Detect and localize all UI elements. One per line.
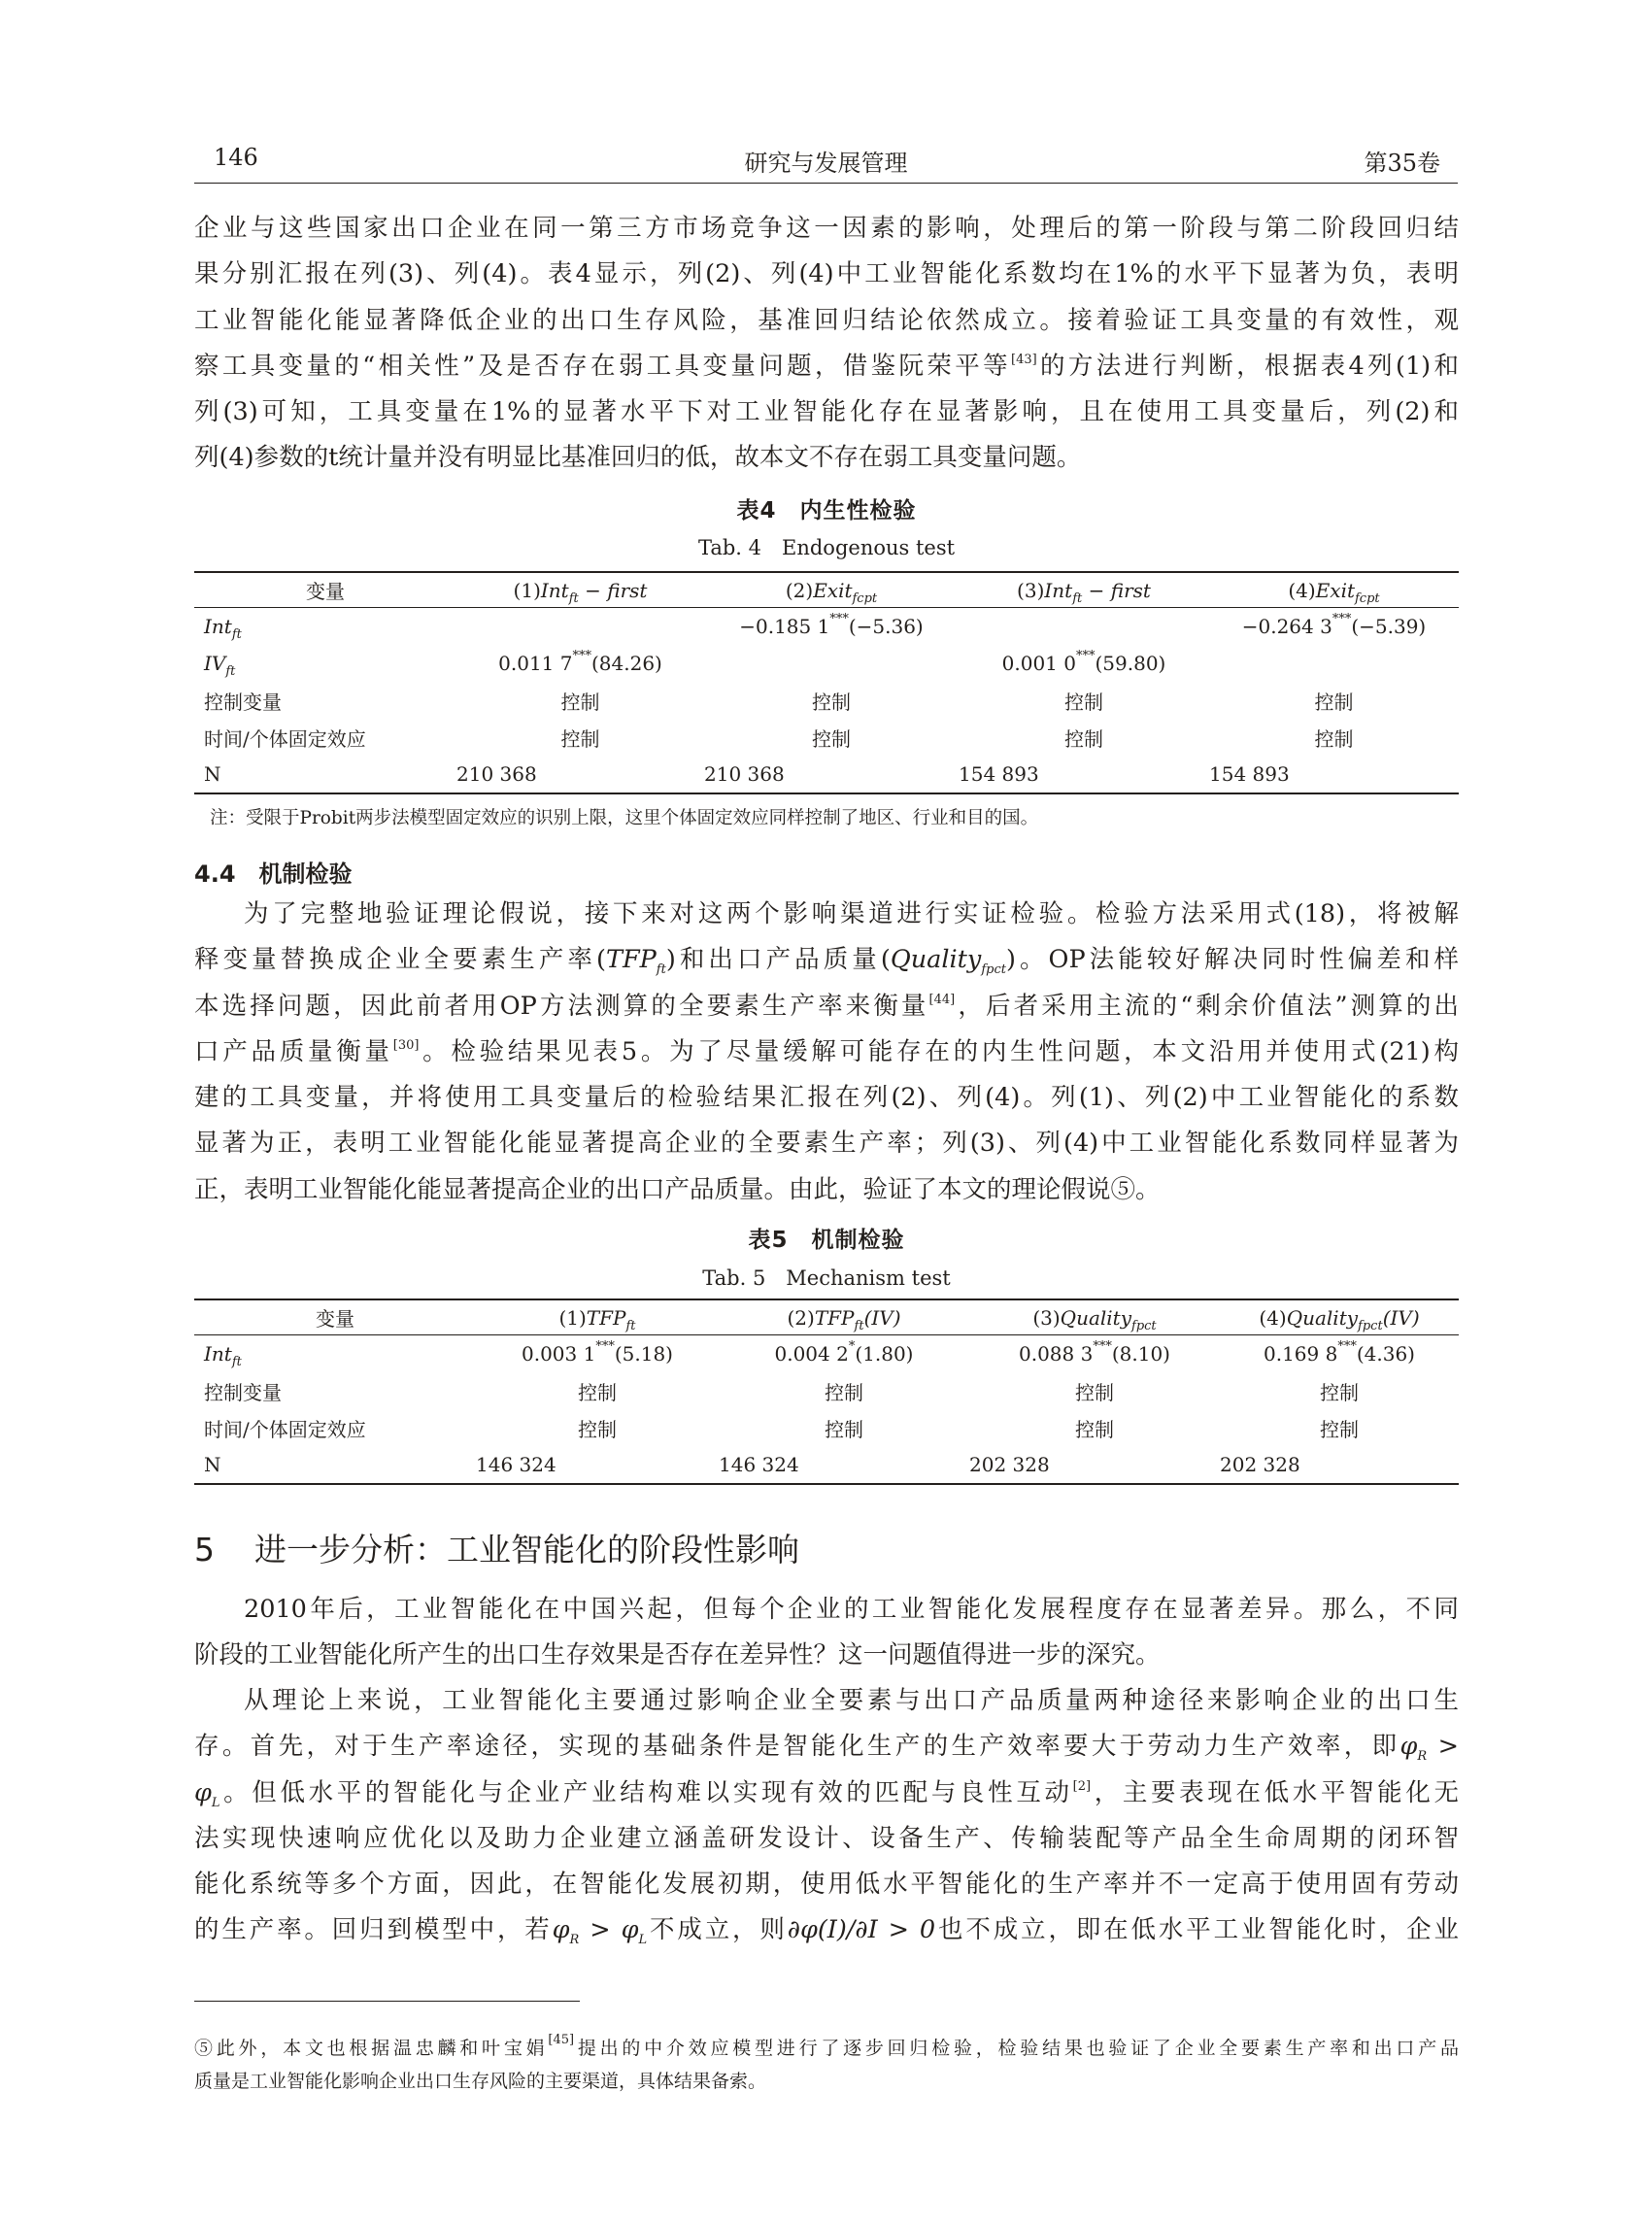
text-line: 建的工具变量，并将使用工具变量后的检验结果汇报在列(2)、列(4)。列(1)、列(2)中工业智能化的系数 [194, 1083, 1459, 1113]
section-5-paragraph-2 [194, 1678, 1459, 1954]
intro-paragraph [194, 206, 1459, 482]
table5-header-col3: (3)Quality$_{fpct}$ [969, 1299, 1220, 1335]
table-row: N 210 368 210 368 154 893 154 893 [194, 756, 1459, 793]
text-line: 察工具变量的“相关性”及是否存在弱工具变量问题，借鉴阮荣平等[43]的方法进行判断，根据表4列(1)和 [194, 351, 1459, 381]
table-row: Int$_{ft}$ −0.185 1***(−5.36) −0.264 3***(−5.39) [204, 612, 1427, 642]
text-line: 显著为正，表明工业智能化能显著提高企业的全要素生产率；列(3)、列(4)中工业智能化系数同样显著为 [194, 1129, 1459, 1159]
journal-name: 研究与发展管理 [744, 150, 908, 177]
section-5-paragraph-1 [194, 1587, 1459, 1679]
table4-header-col2: (2)Exit$_{fcpt}$ [704, 572, 959, 608]
text-line: 企业与这些国家出口企业在同一第三方市场竞争这一因素的影响，处理后的第一阶段与第二阶段回归结 [194, 214, 1459, 243]
text-line: 工业智能化能显著降低企业的出口生存风险，基准回归结论依然成立。接着验证工具变量的有效性，观 [194, 305, 1459, 335]
text-line: 列(4)参数的t统计量并没有明显比基准回归的低，故本文不存在弱工具变量问题。 [194, 443, 1082, 473]
table-row: 时间/个体固定效应 控制 控制 控制 控制 [204, 1417, 1359, 1441]
text-line: 阶段的工业智能化所产生的出口生存效果是否存在差异性？这一问题值得进一步的深究。 [194, 1640, 1161, 1670]
text-line: 存。首先，对于生产率途径，实现的基础条件是智能化生产的生产效率要大于劳动力生产效率，即$\varphi_R$ > [194, 1732, 1459, 1765]
text-line: $\varphi_L$。但低水平的智能化与企业产业结构难以实现有效的匹配与良性互动[2]，主要表现在低水平智能化无 [194, 1777, 1459, 1810]
table-row: 时间/个体固定效应 控制 控制 控制 控制 [204, 726, 1354, 751]
text-line: 本选择问题，因此前者用OP方法测算的全要素生产率来衡量[44]，后者采用主流的“剩余价值法”测算的出 [194, 991, 1459, 1021]
table5-header-col4: (4)Quality$_{fpct}$(IV) [1220, 1299, 1459, 1335]
citation-ref: [43] [1011, 352, 1037, 367]
section-heading-5 [194, 1525, 799, 1570]
text-line: 正，表明工业智能化能显著提高企业的出口产品质量。由此，验证了本文的理论假说⑤。 [194, 1174, 1161, 1204]
text-line: 的生产率。回归到模型中，若$\varphi_R > \varphi_L$不成立，则∂φ(I)/∂I > 0也不成立，即在低水平工业智能化时，企业 [194, 1915, 1459, 1948]
table5-caption-en: Tab. 5 Mechanism test [702, 1266, 951, 1290]
text-line: 2010年后，工业智能化在中国兴起，但每个企业的工业智能化发展程度存在显著差异。那么，不同 [244, 1595, 1459, 1624]
table4-header-variable: 变量 [194, 572, 456, 608]
text-line: 质量是工业智能化影响企业出口生存风险的主要渠道，具体结果备索。 [194, 2071, 767, 2092]
table-row: Int$_{ft}$ 0.003 1***(5.18) 0.004 2*(1.80) 0.088 3***(8.10) 0.169 8***(4.36) [204, 1339, 1415, 1369]
table4-caption-cn: 表4 内生性检验 [736, 498, 917, 523]
table5-header-variable: 变量 [194, 1299, 476, 1335]
table5-header-col1: $(1)TFP_{ft}$ [476, 1299, 719, 1335]
section-title: 进一步分析：工业智能化的阶段性影响 [254, 1531, 799, 1568]
running-head [194, 144, 1458, 184]
citation-ref: [2] [1072, 1778, 1092, 1794]
table4 [194, 571, 1459, 794]
footnote-rule [194, 2001, 580, 2002]
table4-caption-en: Tab. 4 Endogenous test [697, 536, 956, 559]
text-line: 列(3)可知，工具变量在1%的显著水平下对工业智能化存在显著影响，且在使用工具变量后，列(2)和 [194, 397, 1459, 427]
footnote [194, 2032, 1459, 2098]
text-line: ⑤此外，本文也根据温忠麟和叶宝娟[45]提出的中介效应模型进行了逐步回归检验，检验结果也验证了企业全要素生产率和出口产品 [194, 2033, 1459, 2059]
citation-ref: [30] [392, 1037, 420, 1053]
table5-header-col2: $(2)TFP_{ft}(IV)$ [719, 1299, 969, 1335]
text-line: 果分别汇报在列(3)、列(4)。表4显示，列(2)、列(4)中工业智能化系数均在1%的水平下显著为负，表明 [194, 259, 1459, 289]
text-line: 能化系统等多个方面，因此，在智能化发展初期，使用低水平智能化的生产率并不一定高于使用固有劳动 [194, 1870, 1459, 1900]
table-row: $IV_{ft}$ 0.011 7***(84.26) 0.001 0***(59.80) [204, 649, 1166, 679]
table4-header-col1: (1)Int$_{ft}$ − first [456, 572, 704, 608]
table-row: N 146 324 146 324 202 328 202 328 [194, 1446, 1459, 1484]
text-line: 释变量替换成企业全要素生产率$(TFP_{ft})$和出口产品质量(Quality$_{fpct}$)。OP法能较好解决同时性偏差和样 [194, 945, 1460, 978]
volume-label: 第35卷 [1364, 150, 1440, 177]
text-line: 法实现快速响应优化以及助力企业建立涵盖研发设计、设备生产、传输装配等产品全生命周期的闭环智 [194, 1823, 1459, 1853]
text-line: 从理论上来说，工业智能化主要通过影响企业全要素与出口产品质量两种途径来影响企业的出口生 [244, 1686, 1459, 1715]
text-line: 为了完整地验证理论假说，接下来对这两个影响渠道进行实证检验。检验方法采用式(18)，将被解 [244, 899, 1459, 928]
citation-ref: [45] [548, 2033, 575, 2047]
table4-header-col4: (4)Exit$_{fcpt}$ [1209, 572, 1459, 608]
table4-note: 注：受限于Probit两步法模型固定效应的识别上限，这里个体固定效应同样控制了地区、行业和目的国。 [210, 808, 1039, 828]
table5-caption-cn: 表5 机制检验 [748, 1228, 905, 1253]
table-row: 控制变量 控制 控制 控制 控制 [204, 1380, 1359, 1404]
section-heading-4-4: 4.4 机制检验 [194, 860, 353, 888]
citation-ref: [44] [928, 992, 956, 1007]
table5 [194, 1298, 1459, 1485]
section-number: 5 [194, 1531, 215, 1568]
table4-header-col3: (3)Int$_{ft}$ − first [959, 572, 1209, 608]
page-number: 146 [214, 144, 258, 171]
text-line: 口产品质量衡量[30]。检验结果见表5。为了尽量缓解可能存在的内生性问题，本文沿用并使用式(21)构 [194, 1036, 1459, 1066]
table-row: 控制变量 控制 控制 控制 控制 [204, 690, 1354, 714]
section-4-4-paragraph [194, 892, 1459, 1213]
